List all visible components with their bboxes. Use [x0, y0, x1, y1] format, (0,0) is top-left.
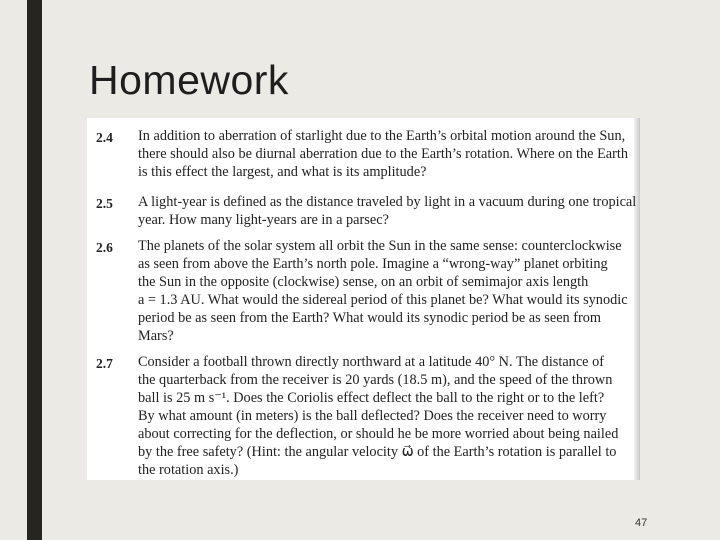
problem-line: Consider a football thrown directly northward at a latitude 40° N. The distance of — [138, 354, 605, 370]
problem-number: 2.4 — [96, 130, 113, 145]
side-accent-bar — [27, 0, 42, 540]
problem-line: the Sun in the opposite (clockwise) sense, on an orbit of semimajor axis length — [138, 274, 589, 290]
problem-line: the rotation axis.) — [138, 462, 239, 478]
problem-line: there should also be diurnal aberration due to the Earth’s rotation. Where on the Earth — [138, 146, 629, 162]
problem-number: 2.5 — [96, 196, 113, 211]
textbook-scan — [87, 118, 640, 480]
problem-number: 2.7 — [96, 356, 113, 371]
problem-line: a = 1.3 AU. What would the sidereal period of this planet be? What would its synodic — [138, 292, 628, 308]
problem-line: The planets of the solar system all orbit the Sun in the same sense: counterclockwise — [138, 238, 622, 254]
problem-line: By what amount (in meters) is the ball deflected? Does the receiver need to worry — [138, 408, 607, 424]
problem-line: year. How many light-years are in a parsec? — [138, 212, 389, 228]
problem-line: Mars? — [138, 328, 174, 344]
problem-line: A light-year is defined as the distance traveled by light in a vacuum during one tropical — [138, 194, 637, 210]
problem-line: the quarterback from the receiver is 20 yards (18.5 m), and the speed of the thrown — [138, 372, 613, 388]
page-number: 47 — [635, 517, 648, 529]
problem-line: is this effect the largest, and what is its amplitude? — [138, 164, 427, 180]
problem-line: by the free safety? (Hint: the angular velocity ω⃗ of the Earth’s rotation is parallel to — [138, 444, 617, 460]
page-edge-shadow — [634, 118, 640, 480]
slide-title: Homework — [89, 57, 289, 103]
problem-number: 2.6 — [96, 240, 113, 255]
problem-line: as seen from above the Earth’s north pole. Imagine a “wrong-way” planet orbiting — [138, 256, 608, 272]
problem-line: In addition to aberration of starlight due to the Earth’s orbital motion around the Sun, — [138, 128, 626, 144]
problem-line: period be as seen from the Earth? What would its synodic period be as seen from — [138, 310, 602, 326]
problem-line: about correcting for the deflection, or should he be more worried about being nailed — [138, 426, 619, 442]
problem-line: ball is 25 m s⁻¹. Does the Coriolis effect deflect the ball to the right or to the left? — [138, 390, 605, 406]
